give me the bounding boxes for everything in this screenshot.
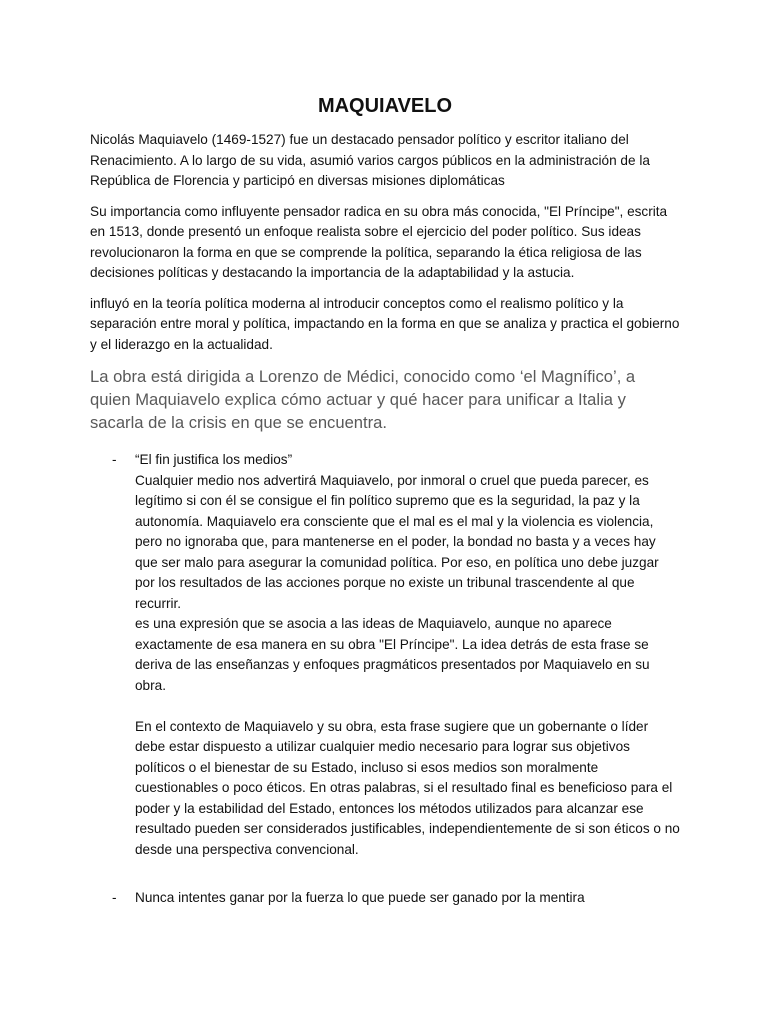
bullet-body: En el contexto de Maquiavelo y su obra, esta frase sugiere que un gobernante o líder debe estar dispuesto a utilizar cualquier medio necesario para lograr sus objetivos políticos o el bienestar de su Estado, incluso si esos medios son moralmente cuestionables o poco éticos. En otras palabras, si el resultado final es beneficioso para el poder y la estabilidad del Estado, entonces los métodos utilizados para alcanzar ese resultado pueden ser considerados justificables, independientemente de si son éticos o no desde una perspectiva convencional. bbox=[135, 718, 680, 857]
blank-line bbox=[135, 696, 680, 717]
bullet-heading: Nunca intentes ganar por la fuerza lo que puede ser ganado por la mentira bbox=[135, 890, 585, 905]
bullet-dash: - bbox=[112, 890, 117, 905]
bullet-heading: “El fin justifica los medios” bbox=[135, 452, 293, 467]
lead-paragraph: La obra está dirigida a Lorenzo de Médici, conocido como ‘el Magnífico’, a quien Maquiavelo explica cómo actuar y qué hacer para unificar a Italia y sacarla de la crisis en que se encuentra. bbox=[90, 367, 636, 432]
paragraph-influence: influyó en la teoría política moderna al introducir conceptos como el realismo político y la separación entre moral y política, impactando en la forma en que se analiza y practica el gobierno y el liderazgo en la actualidad. bbox=[90, 295, 680, 352]
document-page bbox=[90, 92, 680, 909]
bullet-body: Cualquier medio nos advertirá Maquiavelo, por inmoral o cruel que pueda parecer, es legítimo si con él se consigue el fin político supremo que es la seguridad, la paz y la autonomía. Maquiavelo era consciente que el mal es el mal y la violencia es violencia, pero no ignoraba que, para mantenerse en el poder, la bondad no basta y a veces hay que ser malo para asegurar la comunidad política. Por eso, en política uno debe juzgar por los resultados de las acciones porque no existe un tribunal trascendente al que recurrir. bbox=[135, 472, 659, 611]
list-item bbox=[90, 888, 680, 909]
list-item bbox=[90, 450, 680, 860]
bullet-dash: - bbox=[112, 452, 117, 467]
paragraph-importance: Su importancia como influyente pensador radica en su obra más conocida, "El Príncipe", escrita en 1513, donde presentó un enfoque realista sobre el ejercicio del poder político. Sus ideas revolucionaron la forma en que se comprende la política, separando la ética religiosa de las decisiones políticas y destacando la importancia de la adaptabilidad y la astucia. bbox=[90, 203, 668, 280]
paragraph-intro: Nicolás Maquiavelo (1469-1527) fue un destacado pensador político y escritor italiano del Renacimiento. A lo largo de su vida, asumió varios cargos públicos en la administración de la República de Florencia y participó en diversas misiones diplomáticas bbox=[90, 132, 650, 188]
bullet-body: es una expresión que se asocia a las ideas de Maquiavelo, aunque no aparece exactamente de esa manera en su obra "El Príncipe". La idea detrás de esta frase se deriva de las enseñanzas y enfoques pragmáticos presentados por Maquiavelo en su obra. bbox=[135, 616, 650, 693]
page-title: MAQUIAVELO bbox=[317, 95, 453, 117]
